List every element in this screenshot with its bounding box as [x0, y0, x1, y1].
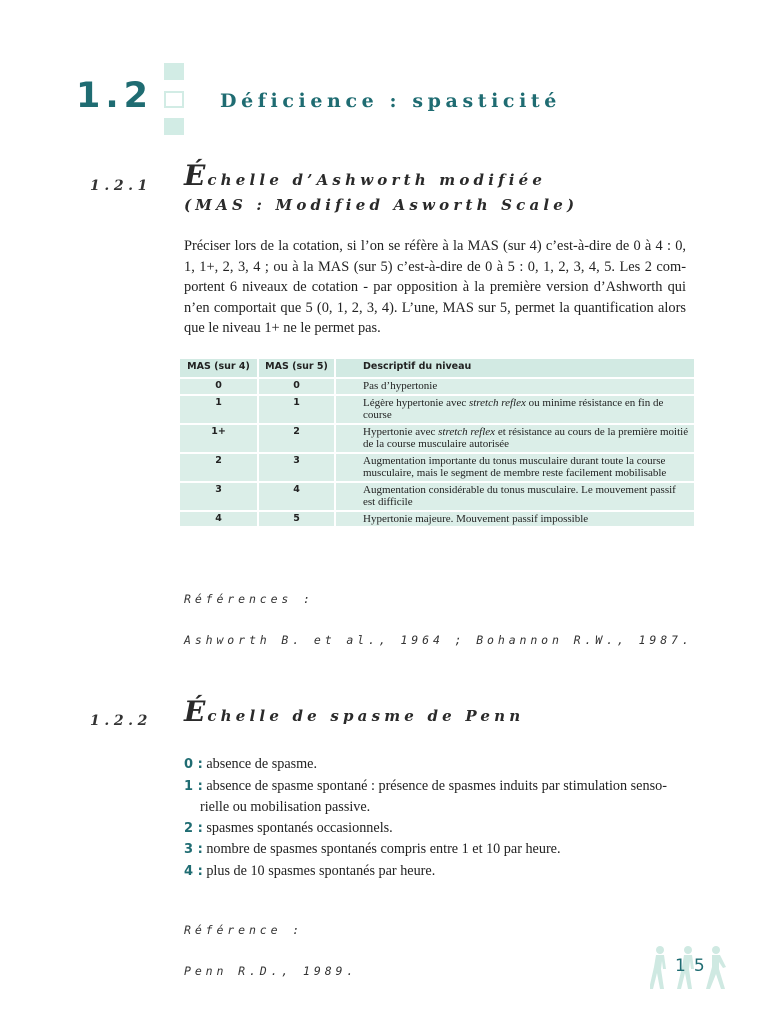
cell-mas4: 3: [180, 483, 259, 512]
references-text: Ashworth B. et al., 1964 ; Bohannon R.W., 1987.: [184, 633, 693, 647]
reference-text: Penn R.D., 1989.: [184, 964, 358, 978]
table-row: [180, 512, 694, 529]
list-item: [184, 776, 684, 818]
list-item: [184, 754, 684, 776]
page-number: 15: [675, 956, 713, 976]
cell-description: Augmentation considérable du tonus musculaire. Le mouvement passif est difficile: [336, 483, 694, 512]
decorative-square: [164, 118, 184, 135]
table-header-mas4: MAS (sur 4): [180, 359, 259, 379]
chapter-title: Déficience : spasticité: [220, 90, 561, 112]
cell-mas4: 1: [180, 396, 259, 425]
list-item-key: 2 :: [184, 820, 203, 836]
list-item-text: spasmes spontanés occasionnels.: [206, 819, 393, 836]
section-title: [184, 159, 547, 192]
cell-mas5: 1: [259, 396, 336, 425]
section-paragraph: Préciser lors de la cotation, si l’on se réfère à la MAS (sur 4) c’est-à-dire de 0 à 4 : 0, 1, 1+, 2, 3, 4 ; ou à la MAS (sur 5) c’est-à-dire de 0 à 5 : 0, 1, 2, 3, 4, 5. Les 2 comportent 6 niveaux de cotation - par opposition à la première version d’Ashworth qui n’en comportait que 5 (0, 1, 2, 3, 4). L’une, MAS sur 5, permet la quantification alors que le niveau 1+ ne le permet pas.: [184, 238, 686, 337]
list-item: [184, 818, 684, 840]
mas-table: [180, 359, 694, 528]
table-header-description: Descriptif du niveau: [336, 359, 694, 379]
list-item-text: plus de 10 spasmes spontanés par heure.: [206, 862, 436, 879]
table-row: [180, 396, 694, 425]
penn-scale-list: [184, 754, 684, 883]
list-item-key: 0 :: [184, 757, 203, 772]
list-item: [184, 839, 684, 861]
table-row: [180, 454, 694, 483]
reference-label: Référence :: [184, 923, 304, 937]
list-item-text: nombre de spasmes spontanés compris entre 1 et 10 par heure.: [206, 841, 561, 858]
table-row: [180, 379, 694, 396]
cell-mas4: 0: [180, 379, 259, 396]
drop-cap: É: [184, 695, 208, 728]
table-header-mas5: MAS (sur 5): [259, 359, 336, 379]
list-item-key: 1 :: [184, 778, 203, 794]
list-item-key: 3 :: [184, 842, 203, 858]
cell-mas5: 4: [259, 483, 336, 512]
list-item: [184, 861, 684, 883]
cell-mas5: 3: [259, 454, 336, 483]
cell-mas5: 2: [259, 425, 336, 454]
section-title-text: chelle d’Ashworth modifiée: [207, 171, 547, 189]
list-item-text: absence de spasme spontané : présence de spasmes induits par stimulation sensorielle ou mobilisation passive.: [200, 777, 667, 816]
section-number: 1.2.2: [90, 713, 152, 729]
decorative-square-outline: [164, 91, 184, 108]
table-row: [180, 483, 694, 512]
cell-mas5: 5: [259, 512, 336, 529]
cell-mas4: 4: [180, 512, 259, 529]
section-number: 1.2.1: [90, 178, 152, 194]
section-title: [184, 695, 525, 728]
cell-mas4: 1+: [180, 425, 259, 454]
table-body: [180, 379, 694, 528]
section-title-text: chelle de spasme de Penn: [207, 707, 525, 725]
table-header-row: [180, 359, 694, 379]
section-subtitle: (MAS : Modified Asworth Scale): [184, 196, 579, 214]
italic-term: stretch reflex: [468, 396, 526, 409]
cell-description: Hypertonie majeure. Mouvement passif impossible: [336, 512, 694, 529]
italic-term: stretch reflex: [438, 425, 496, 438]
table-row: [180, 425, 694, 454]
list-item-text: absence de spasme.: [206, 756, 318, 772]
cell-description: Pas d’hypertonie: [336, 379, 694, 396]
cell-mas4: 2: [180, 454, 259, 483]
chapter-number: 1.2: [76, 76, 154, 116]
list-item-key: 4 :: [184, 863, 203, 879]
drop-cap: É: [184, 159, 208, 192]
cell-description: Augmentation importante du tonus musculaire durant toute la course musculaire, mais le segment de membre reste facilement mobilisable: [336, 454, 694, 483]
references-label: Références :: [184, 592, 314, 606]
cell-description: Légère hypertonie avec stretch reflex ou minime résistance en fin de course: [336, 396, 694, 425]
cell-mas5: 0: [259, 379, 336, 396]
cell-description: Hypertonie avec stretch reflex et résistance au cours de la première moitié de la course musculaire autorisée: [336, 425, 694, 454]
decorative-square: [164, 63, 184, 80]
